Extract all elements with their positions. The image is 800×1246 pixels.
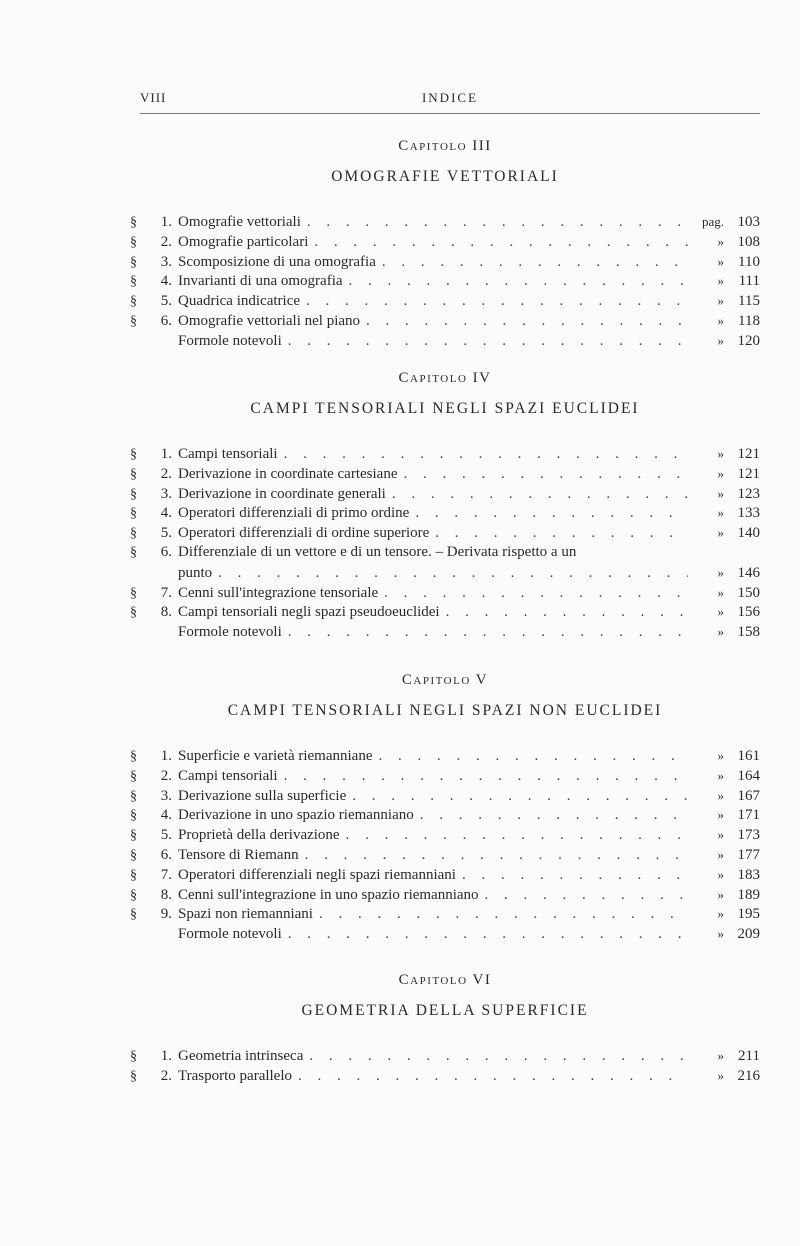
entry-title: Quadrica indicatrice xyxy=(178,293,301,310)
toc-entry xyxy=(130,464,760,484)
entry-title: Spazi non riemanniani xyxy=(178,906,313,923)
entry-number: 2. xyxy=(160,233,172,250)
page-prefix: » xyxy=(717,465,724,481)
toc-entry xyxy=(130,622,760,642)
section-sign: § xyxy=(130,605,137,621)
chapter-label: Capitolo V xyxy=(401,672,489,688)
entry-number: 7. xyxy=(160,584,172,601)
page-prefix: » xyxy=(717,748,724,763)
leader-dots xyxy=(309,1047,688,1067)
header-rule xyxy=(140,113,760,114)
toc-entry xyxy=(130,825,760,845)
entry-number: 7. xyxy=(160,866,172,883)
section-sign: § xyxy=(130,1049,137,1064)
entry-number: 2. xyxy=(160,465,172,482)
section-sign: § xyxy=(130,749,137,764)
entry-number: 6. xyxy=(160,312,172,329)
entry-number: 3. xyxy=(160,787,172,804)
entry-number: 1. xyxy=(160,446,172,462)
leader-dots xyxy=(435,524,688,544)
toc-entry xyxy=(130,331,760,351)
toc-entry xyxy=(130,904,760,924)
page-reference: 173 xyxy=(737,827,760,844)
section-sign: § xyxy=(130,768,137,784)
section-sign: § xyxy=(130,887,137,903)
page-prefix: » xyxy=(717,807,724,823)
chapter-section xyxy=(130,138,760,351)
entry-number: 4. xyxy=(160,273,172,290)
entry-number: 9. xyxy=(160,906,172,923)
leader-dots xyxy=(384,584,688,604)
chapter-entries xyxy=(130,746,760,944)
chapter-section xyxy=(130,972,760,1086)
page-reference: 108 xyxy=(737,233,760,250)
section-sign: § xyxy=(130,847,137,863)
section-sign: § xyxy=(130,294,137,310)
entry-number: 3. xyxy=(160,253,172,270)
page-prefix: » xyxy=(717,564,724,580)
entry-title: Formole notevoli xyxy=(178,926,282,943)
section-sign: § xyxy=(130,447,137,462)
page-prefix: » xyxy=(717,584,724,600)
chapter-entries xyxy=(130,212,760,351)
section-sign: § xyxy=(130,788,137,804)
leader-dots xyxy=(378,747,688,767)
chapter-label: Capitolo IV xyxy=(398,370,492,386)
page-prefix: » xyxy=(717,866,724,882)
toc-entry xyxy=(130,1066,760,1086)
section-sign: § xyxy=(130,466,137,482)
page-reference: 103 xyxy=(737,214,760,230)
page-reference: 133 xyxy=(737,505,760,522)
section-sign: § xyxy=(130,585,137,601)
running-title: INDICE xyxy=(421,90,479,105)
entry-title: Campi tensoriali xyxy=(178,767,278,784)
page-reference: 158 xyxy=(737,624,760,641)
page-prefix: » xyxy=(717,604,724,620)
toc-entry xyxy=(130,311,760,331)
section-sign: § xyxy=(130,506,137,522)
chapter-entries xyxy=(130,1046,760,1086)
entry-title: Cenni sull'integrazione tensoriale xyxy=(178,584,379,601)
page-prefix: » xyxy=(717,233,724,249)
section-sign: § xyxy=(130,544,137,560)
entry-number: 8. xyxy=(160,604,172,621)
entry-title: Proprietà della derivazione xyxy=(178,827,340,844)
toc-entry xyxy=(130,845,760,865)
leader-dots xyxy=(288,925,688,945)
leader-dots xyxy=(314,233,688,253)
entry-number: 6. xyxy=(160,543,172,560)
entry-title: Derivazione in uno spazio riemanniano xyxy=(178,807,414,824)
leader-dots xyxy=(218,564,688,584)
page-header xyxy=(140,90,760,110)
leader-dots xyxy=(319,905,688,925)
toc-entry xyxy=(130,444,760,464)
section-sign: § xyxy=(130,234,137,250)
toc-entry xyxy=(130,232,760,252)
entry-title: Trasporto parallelo xyxy=(178,1067,293,1084)
page-prefix: » xyxy=(717,312,724,328)
page-reference: 111 xyxy=(738,273,760,290)
toc-entry xyxy=(130,523,760,543)
page-prefix: » xyxy=(717,886,724,902)
entry-number: 2. xyxy=(160,767,172,784)
page-prefix: » xyxy=(717,767,724,783)
entry-title: Campi tensoriali negli spazi pseudoeuclidei xyxy=(178,604,440,621)
page-reference: 183 xyxy=(737,866,760,883)
page-reference: 140 xyxy=(737,525,760,542)
toc-entry xyxy=(130,602,760,622)
entry-title: Campi tensoriali xyxy=(178,446,278,462)
page-prefix: » xyxy=(717,446,724,461)
page-prefix: » xyxy=(717,253,724,269)
toc-entry xyxy=(130,805,760,825)
page-reference: 171 xyxy=(737,807,760,824)
leader-dots xyxy=(366,312,688,332)
page-reference: 146 xyxy=(737,564,760,581)
leader-dots xyxy=(352,787,688,807)
toc-entry xyxy=(130,865,760,885)
page-prefix: » xyxy=(717,1067,724,1083)
chapter-title: CAMPI TENSORIALI NEGLI SPAZI NON EUCLIDEI xyxy=(227,702,663,719)
entry-title: Derivazione in coordinate cartesiane xyxy=(178,465,398,482)
page-reference: 189 xyxy=(737,886,760,903)
toc-entry xyxy=(130,271,760,291)
leader-dots xyxy=(420,806,688,826)
entry-number: 1. xyxy=(160,1048,172,1064)
page-reference: 156 xyxy=(737,604,760,621)
section-sign: § xyxy=(130,907,137,923)
section-sign: § xyxy=(130,215,137,230)
leader-dots xyxy=(403,465,688,485)
leader-dots xyxy=(288,332,688,352)
entry-title: Formole notevoli xyxy=(178,624,282,641)
entry-title: Omografie vettoriali xyxy=(178,214,301,230)
page-prefix: » xyxy=(717,846,724,862)
page-prefix: » xyxy=(717,1048,724,1063)
entry-number: 4. xyxy=(160,807,172,824)
page-prefix: » xyxy=(717,787,724,803)
toc-entry xyxy=(130,786,760,806)
page-reference: 121 xyxy=(737,446,760,462)
entry-title: Cenni sull'integrazione in uno spazio riemanniano xyxy=(178,886,479,903)
chapter-title: OMOGRAFIE VETTORIALI xyxy=(331,168,559,185)
page-prefix: » xyxy=(717,273,724,289)
section-sign: § xyxy=(130,526,137,542)
page-prefix: » xyxy=(717,293,724,309)
toc-entry xyxy=(130,484,760,504)
entry-title: Operatori differenziali di primo ordine xyxy=(178,505,410,522)
section-sign: § xyxy=(130,254,137,270)
leader-dots xyxy=(288,623,688,643)
chapter-section xyxy=(130,672,760,944)
page-reference: 121 xyxy=(737,465,760,482)
entry-number: 6. xyxy=(160,846,172,863)
entry-title: Derivazione in coordinate generali xyxy=(178,485,386,502)
entry-title: Geometria intrinseca xyxy=(178,1048,304,1064)
page-reference: 123 xyxy=(737,485,760,502)
leader-dots xyxy=(305,846,688,866)
leader-dots xyxy=(382,253,688,273)
toc-entry xyxy=(130,543,760,563)
leader-dots xyxy=(307,213,688,233)
page-reference: 150 xyxy=(737,584,760,601)
toc-entry-continuation xyxy=(130,563,760,583)
page-prefix: » xyxy=(717,624,724,640)
page-reference: 209 xyxy=(737,926,760,943)
entry-number: 8. xyxy=(160,886,172,903)
chapter-title: CAMPI TENSORIALI NEGLI SPAZI EUCLIDEI xyxy=(250,400,640,417)
chapter-label: Capitolo III xyxy=(398,138,492,154)
leader-dots xyxy=(485,886,688,906)
leader-dots xyxy=(462,866,688,886)
toc-entry xyxy=(130,766,760,786)
page-prefix: » xyxy=(717,926,724,942)
entry-title: Operatori differenziali negli spazi riemanniani xyxy=(178,866,456,883)
toc-entry xyxy=(130,503,760,523)
page-reference: 110 xyxy=(738,253,760,270)
toc-entry xyxy=(130,924,760,944)
entry-title: Omografie vettoriali nel piano xyxy=(178,312,361,329)
page-reference: 164 xyxy=(737,767,760,784)
entry-number: 5. xyxy=(160,293,172,310)
entry-title: Operatori differenziali di ordine superiore xyxy=(178,525,430,542)
leader-dots xyxy=(298,1067,688,1087)
chapter-section xyxy=(130,370,760,642)
chapter-title: GEOMETRIA DELLA SUPERFICIE xyxy=(301,1002,589,1019)
section-sign: § xyxy=(130,313,137,329)
page-reference: 115 xyxy=(738,293,760,310)
leader-dots xyxy=(349,272,688,292)
entry-title: Superficie e varietà riemanniane xyxy=(178,748,373,764)
page-reference: 118 xyxy=(738,312,760,329)
chapter-entries xyxy=(130,444,760,642)
toc-entry xyxy=(130,291,760,311)
page-reference: 167 xyxy=(737,787,760,804)
entry-title: Formole notevoli xyxy=(178,332,282,349)
entry-number: 5. xyxy=(160,525,172,542)
section-sign: § xyxy=(130,274,137,290)
page-prefix: » xyxy=(717,505,724,521)
entry-title: punto xyxy=(178,564,213,581)
leader-dots xyxy=(306,292,688,312)
section-sign: § xyxy=(130,867,137,883)
page-prefix: pag. xyxy=(701,214,724,229)
toc-entry xyxy=(130,746,760,766)
section-sign: § xyxy=(130,1068,137,1084)
leader-dots xyxy=(284,767,688,787)
toc-entry xyxy=(130,885,760,905)
page-reference: 177 xyxy=(737,846,760,863)
entry-title: Scomposizione di una omografia xyxy=(178,253,376,270)
entry-number: 3. xyxy=(160,485,172,502)
page-reference: 195 xyxy=(737,906,760,923)
toc-entry xyxy=(130,252,760,272)
leader-dots xyxy=(415,504,688,524)
entry-title: Differenziale di un vettore e di un tensore. – Derivata rispetto a un xyxy=(178,543,577,560)
leader-dots xyxy=(392,485,688,505)
entry-title: Invarianti di una omografia xyxy=(178,273,343,290)
page-prefix: » xyxy=(717,525,724,541)
entry-number: 1. xyxy=(160,214,172,230)
toc-entry xyxy=(130,583,760,603)
section-sign: § xyxy=(130,486,137,502)
toc-entry xyxy=(130,212,760,232)
entry-title: Omografie particolari xyxy=(178,233,309,250)
page-reference: 211 xyxy=(738,1048,760,1064)
page-prefix: » xyxy=(717,906,724,922)
page-reference: 120 xyxy=(737,332,760,349)
toc-entry xyxy=(130,1046,760,1066)
section-sign: § xyxy=(130,808,137,824)
page-prefix: » xyxy=(717,332,724,348)
leader-dots xyxy=(446,603,688,623)
leader-dots xyxy=(284,445,688,465)
entry-number: 5. xyxy=(160,827,172,844)
page-reference: 216 xyxy=(737,1067,760,1084)
entry-number: 2. xyxy=(160,1067,172,1084)
entry-number: 1. xyxy=(160,748,172,764)
entry-title: Tensore di Riemann xyxy=(178,846,299,863)
section-sign: § xyxy=(130,828,137,844)
entry-title: Derivazione sulla superficie xyxy=(178,787,347,804)
page-prefix: » xyxy=(717,485,724,501)
page-reference: 161 xyxy=(737,748,760,764)
entry-number: 4. xyxy=(160,505,172,522)
page-prefix: » xyxy=(717,827,724,843)
page-number: VIII xyxy=(140,90,167,105)
chapter-label: Capitolo VI xyxy=(398,972,492,988)
leader-dots xyxy=(346,826,688,846)
